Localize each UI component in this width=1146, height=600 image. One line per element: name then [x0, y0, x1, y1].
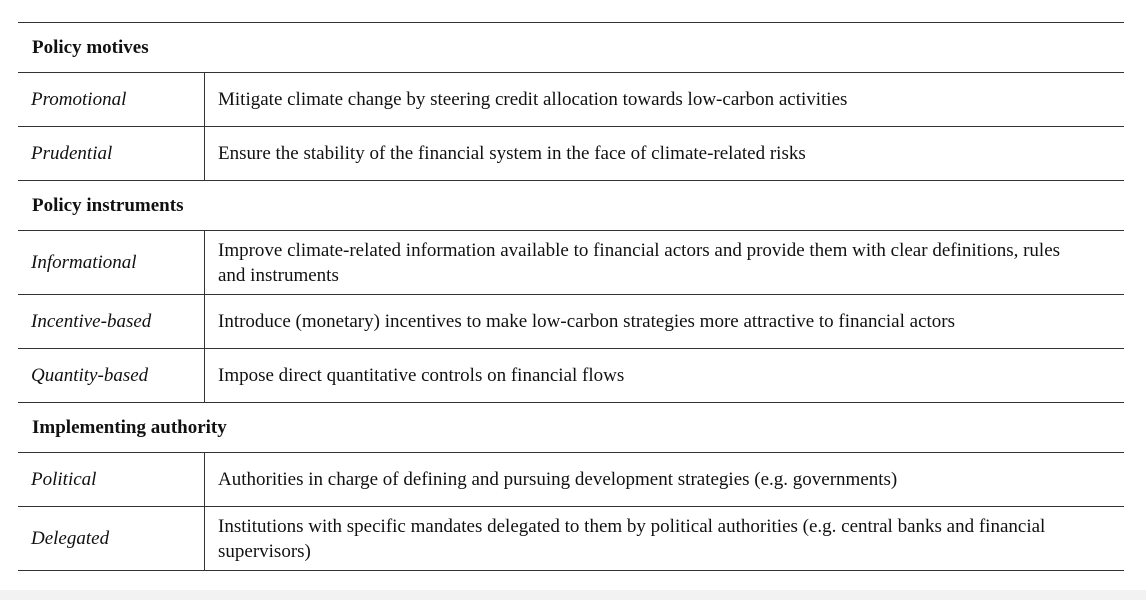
row-description: Introduce (monetary) incentives to make low-carbon strategies more attractive to financial actors	[218, 311, 956, 332]
row-label: Quantity-based	[18, 349, 205, 402]
row-label: Incentive-based	[18, 295, 205, 348]
row-label: Political	[18, 453, 205, 506]
row-description: Ensure the stability of the financial system in the face of climate-related risks	[218, 143, 806, 164]
row-label: Prudential	[18, 127, 205, 180]
table-row	[18, 453, 1124, 507]
table-row	[18, 231, 1124, 295]
table-row	[18, 349, 1124, 403]
page-bottom-band	[0, 590, 1146, 600]
section-title: Implementing authority	[32, 416, 227, 438]
row-label: Promotional	[18, 73, 205, 126]
row-description: Authorities in charge of defining and pursuing development strategies (e.g. governments)	[218, 469, 898, 490]
table-row	[18, 73, 1124, 127]
row-label: Delegated	[18, 507, 205, 570]
table-row	[18, 127, 1124, 181]
section-title: Policy instruments	[32, 194, 184, 216]
table-row	[18, 507, 1124, 571]
row-description: Improve climate-related information available to financial actors and provide them with clear definitions, rules and instruments	[218, 239, 1061, 286]
section-title: Policy motives	[32, 36, 149, 58]
row-description: Mitigate climate change by steering credit allocation towards low-carbon activities	[218, 89, 848, 110]
section-header-policy-instruments	[18, 181, 1124, 231]
section-header-implementing-authority	[18, 403, 1124, 453]
row-label: Informational	[18, 231, 205, 294]
policy-table	[18, 22, 1124, 571]
row-description: Institutions with specific mandates delegated to them by political authorities (e.g. central banks and financial supervisors)	[218, 515, 1046, 562]
row-description: Impose direct quantitative controls on financial flows	[218, 365, 625, 386]
table-row	[18, 295, 1124, 349]
section-header-policy-motives	[18, 23, 1124, 73]
